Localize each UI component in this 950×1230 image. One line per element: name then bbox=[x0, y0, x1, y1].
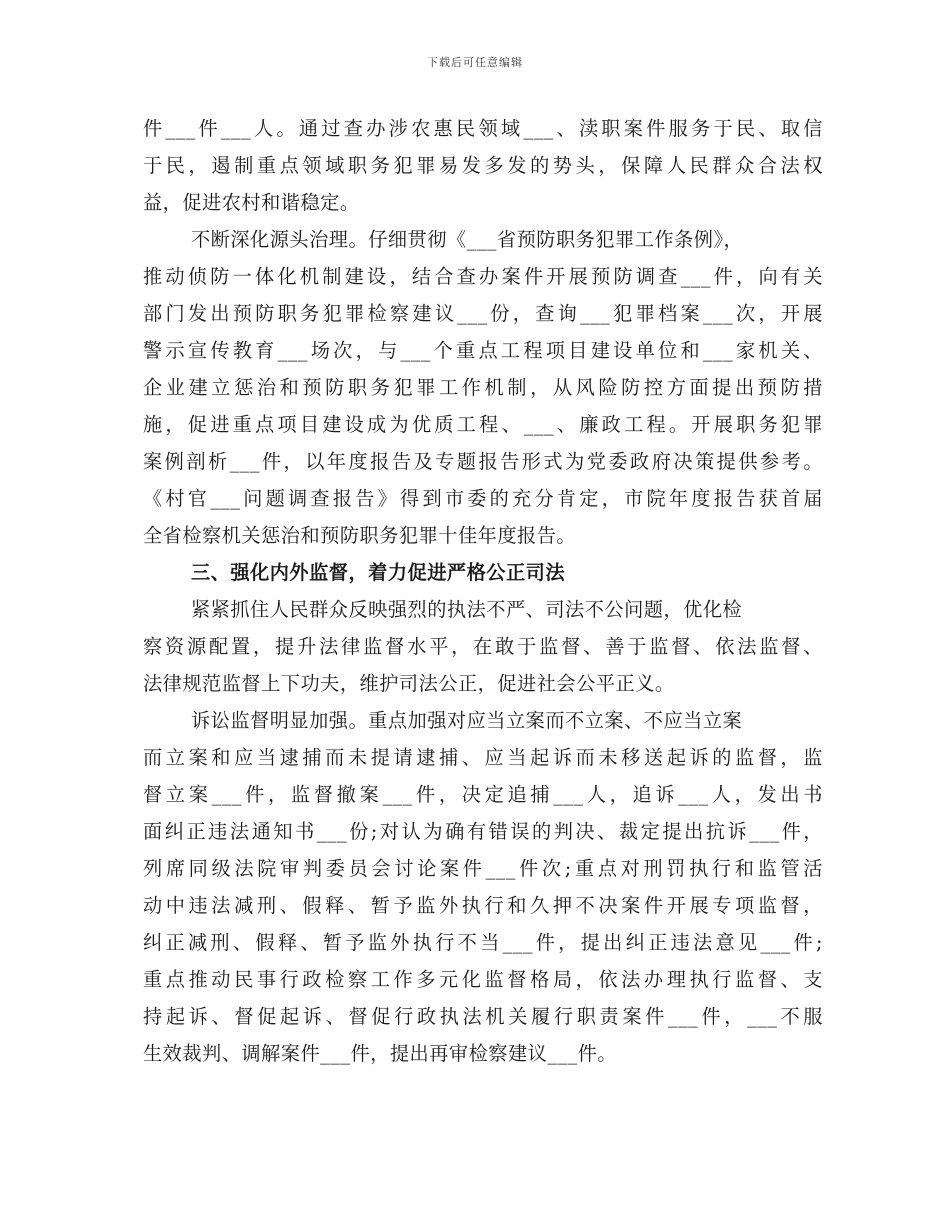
text-line: 生效裁判、调解案件___件，提出再审检察建议___件。 bbox=[143, 1042, 617, 1065]
page-header-note: 下载后可任意编辑 bbox=[427, 56, 523, 69]
text-line: 察资源配置，提升法律监督水平，在敢于监督、善于监督、依法监督、 bbox=[143, 635, 823, 658]
text-line: 部门发出预防职务犯罪检察建议___份，查询___犯罪档案___次，开展 bbox=[143, 302, 823, 325]
text-line: 件___件___人。通过查办涉农惠民领域___、渎职案件服务于民、取信 bbox=[143, 117, 823, 140]
text-line: 持起诉、督促起诉、督促行政执法机关履行职责案件___件，___不服 bbox=[143, 1005, 823, 1028]
text-line: 列席同级法院审判委员会讨论案件___件次;重点对刑罚执行和监管活 bbox=[143, 857, 823, 880]
text-line: 法律规范监督上下功夫，维护司法公正，促进社会公平正义。 bbox=[143, 672, 675, 695]
paragraph-first-line: 不断深化源头治理。仔细贯彻《___省预防职务犯罪工作条例》， bbox=[191, 228, 744, 251]
text-line: 而立案和应当逮捕而未提请逮捕、应当起诉而未移送起诉的监督，监 bbox=[143, 746, 823, 769]
text-line: 动中违法减刑、假释、暂予监外执行和久押不决案件开展专项监督， bbox=[143, 894, 823, 917]
text-line: 面纠正违法通知书___份;对认为确有错误的判决、裁定提出抗诉___件， bbox=[143, 820, 823, 843]
text-line: 督立案___件，监督撤案___件，决定追捕___人，追诉___人，发出书 bbox=[143, 783, 823, 806]
text-line: 全省检察机关惩治和预防职务犯罪十佳年度报告。 bbox=[143, 524, 577, 547]
section-heading: 三、强化内外监督，着力促进严格公正司法 bbox=[191, 561, 566, 584]
paragraph-first-line: 紧紧抓住人民群众反映强烈的执法不严、司法不公问题，优化检 bbox=[191, 598, 743, 621]
text-line: 纠正减刑、假释、暂予监外执行不当___件，提出纠正违法意见___件; bbox=[143, 931, 823, 954]
text-line: 重点推动民事行政检察工作多元化监督格局，依法办理执行监督、支 bbox=[143, 968, 823, 991]
text-line: 警示宣传教育___场次，与___个重点工程项目建设单位和___家机关、 bbox=[143, 339, 823, 362]
document-body bbox=[143, 110, 823, 1072]
text-line: 益，促进农村和谐稳定。 bbox=[143, 191, 360, 214]
text-line: 于民，遏制重点领域职务犯罪易发多发的势头，保障人民群众合法权 bbox=[143, 154, 823, 177]
text-line: 《村官___问题调查报告》得到市委的充分肯定，市院年度报告获首届 bbox=[143, 487, 823, 510]
text-line: 推动侦防一体化机制建设，结合查办案件开展预防调查___件，向有关 bbox=[143, 265, 823, 288]
text-line: 案例剖析___件，以年度报告及专题报告形式为党委政府决策提供参考。 bbox=[143, 450, 823, 473]
text-line: 施，促进重点项目建设成为优质工程、___、廉政工程。开展职务犯罪 bbox=[143, 413, 823, 436]
paragraph-first-line: 诉讼监督明显加强。重点加强对应当立案而不立案、不应当立案 bbox=[191, 709, 743, 732]
text-line: 企业建立惩治和预防职务犯罪工作机制，从风险防控方面提出预防措 bbox=[143, 376, 823, 399]
